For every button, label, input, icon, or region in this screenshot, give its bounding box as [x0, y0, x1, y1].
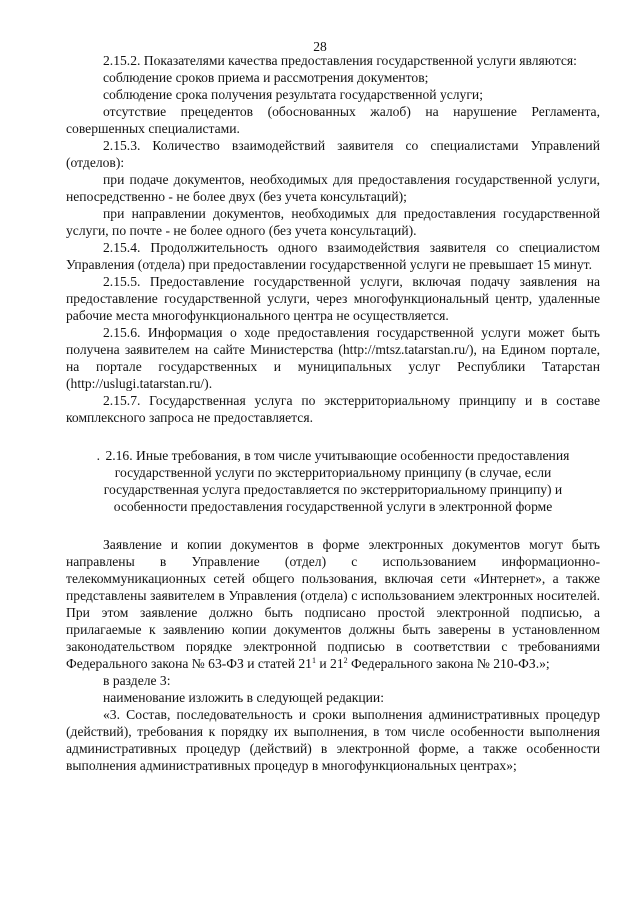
- list-item: при направлении документов, необходимых для предоставления государственной услуги, по почте - не более одного (без учета консультаций).: [66, 206, 600, 238]
- superscript-2: 2: [343, 656, 348, 665]
- heading-prefix-mark: .: [96, 448, 103, 463]
- section-2-15-4: 2.15.4. Продолжительность одного взаимодействия заявителя со специалистом Управления (отдела) при предоставлении государственной услуги не превышает 15 минут.: [66, 240, 600, 272]
- page-number: 28: [313, 39, 327, 54]
- naming-line: наименование изложить в следующей редакции:: [103, 690, 384, 705]
- main-paragraph: [66, 536, 600, 672]
- main-paragraph-text: Заявление и копии документов в форме электронных документов могут быть направлены в Управление (отдел) с использованием информационно-телекоммуникационных сетей общего пользования, включая сети «Интернет», а также представлены заявителем в Управления (отдела) с использованием электронных носителей. При этом заявление должно быть подписано простой электронной подписью, а прилагаемые к заявлению копии документов должны быть заверены в установленном законодательством порядке электронной подписью в соответствии с требованиями Федерального закона № 63-ФЗ и статей 21: [66, 537, 600, 671]
- section-3-line: в разделе 3:: [103, 673, 171, 688]
- list-item: соблюдение срока получения результата государственной услуги;: [103, 87, 483, 102]
- list-item: соблюдение сроков приема и рассмотрения документов;: [103, 70, 429, 85]
- section-2-15-3-lead: 2.15.3. Количество взаимодействий заявителя со специалистами Управлений (отделов):: [66, 138, 600, 170]
- main-paragraph-mid: и 21: [315, 656, 344, 671]
- section-2-15-7: 2.15.7. Государственная услуга по экстерриториальному принципу и в составе комплексного запроса не предоставляется.: [66, 393, 600, 425]
- section-2-15-2-lead: 2.15.2. Показателями качества предоставления государственной услуги являются:: [103, 53, 577, 68]
- list-item: отсутствие прецедентов (обоснованных жалоб) на нарушение Регламента, совершенных специалистами.: [66, 104, 600, 136]
- section-3-quote: «3. Состав, последовательность и сроки выполнения административных процедур (действий), требования к порядку их выполнения, в том числе особенности выполнения административных процедур (действий) в электронной форме, а также особенности выполнения административных процедур в многофункциональных центрах»;: [66, 707, 600, 773]
- document-body: [66, 52, 600, 774]
- list-item: при подаче документов, необходимых для предоставления государственной услуги, непосредственно - не более двух (без учета консультаций);: [66, 172, 600, 204]
- section-2-15-5: 2.15.5. Предоставление государственной услуги, включая подачу заявления на предоставление государственной услуги, через многофункциональный центр, удаленные рабочие места многофункционального центра не осуществляется.: [66, 274, 600, 323]
- section-2-16-heading: [66, 447, 600, 515]
- heading-text: 2.16. Иные требования, в том числе учитывающие особенности предоставления государственной услуги по экстерриториальному принципу (в случае, если государственная услуга предоставляется по экстерриториальному принципу) и особенности предоставления государственной услуги в электронной форме: [103, 448, 570, 514]
- main-paragraph-tail: Федерального закона № 210-ФЗ.»;: [347, 656, 550, 671]
- superscript-1: 1: [311, 656, 316, 665]
- section-2-15-6: 2.15.6. Информация о ходе предоставления государственной услуги может быть получена заявителем на сайте Министерства (http://mtsz.tatarstan.ru/), на Едином портале, на портале государственных и муниципальных услуг Республики Татарстан (http://uslugi.tatarstan.ru/).: [66, 325, 600, 391]
